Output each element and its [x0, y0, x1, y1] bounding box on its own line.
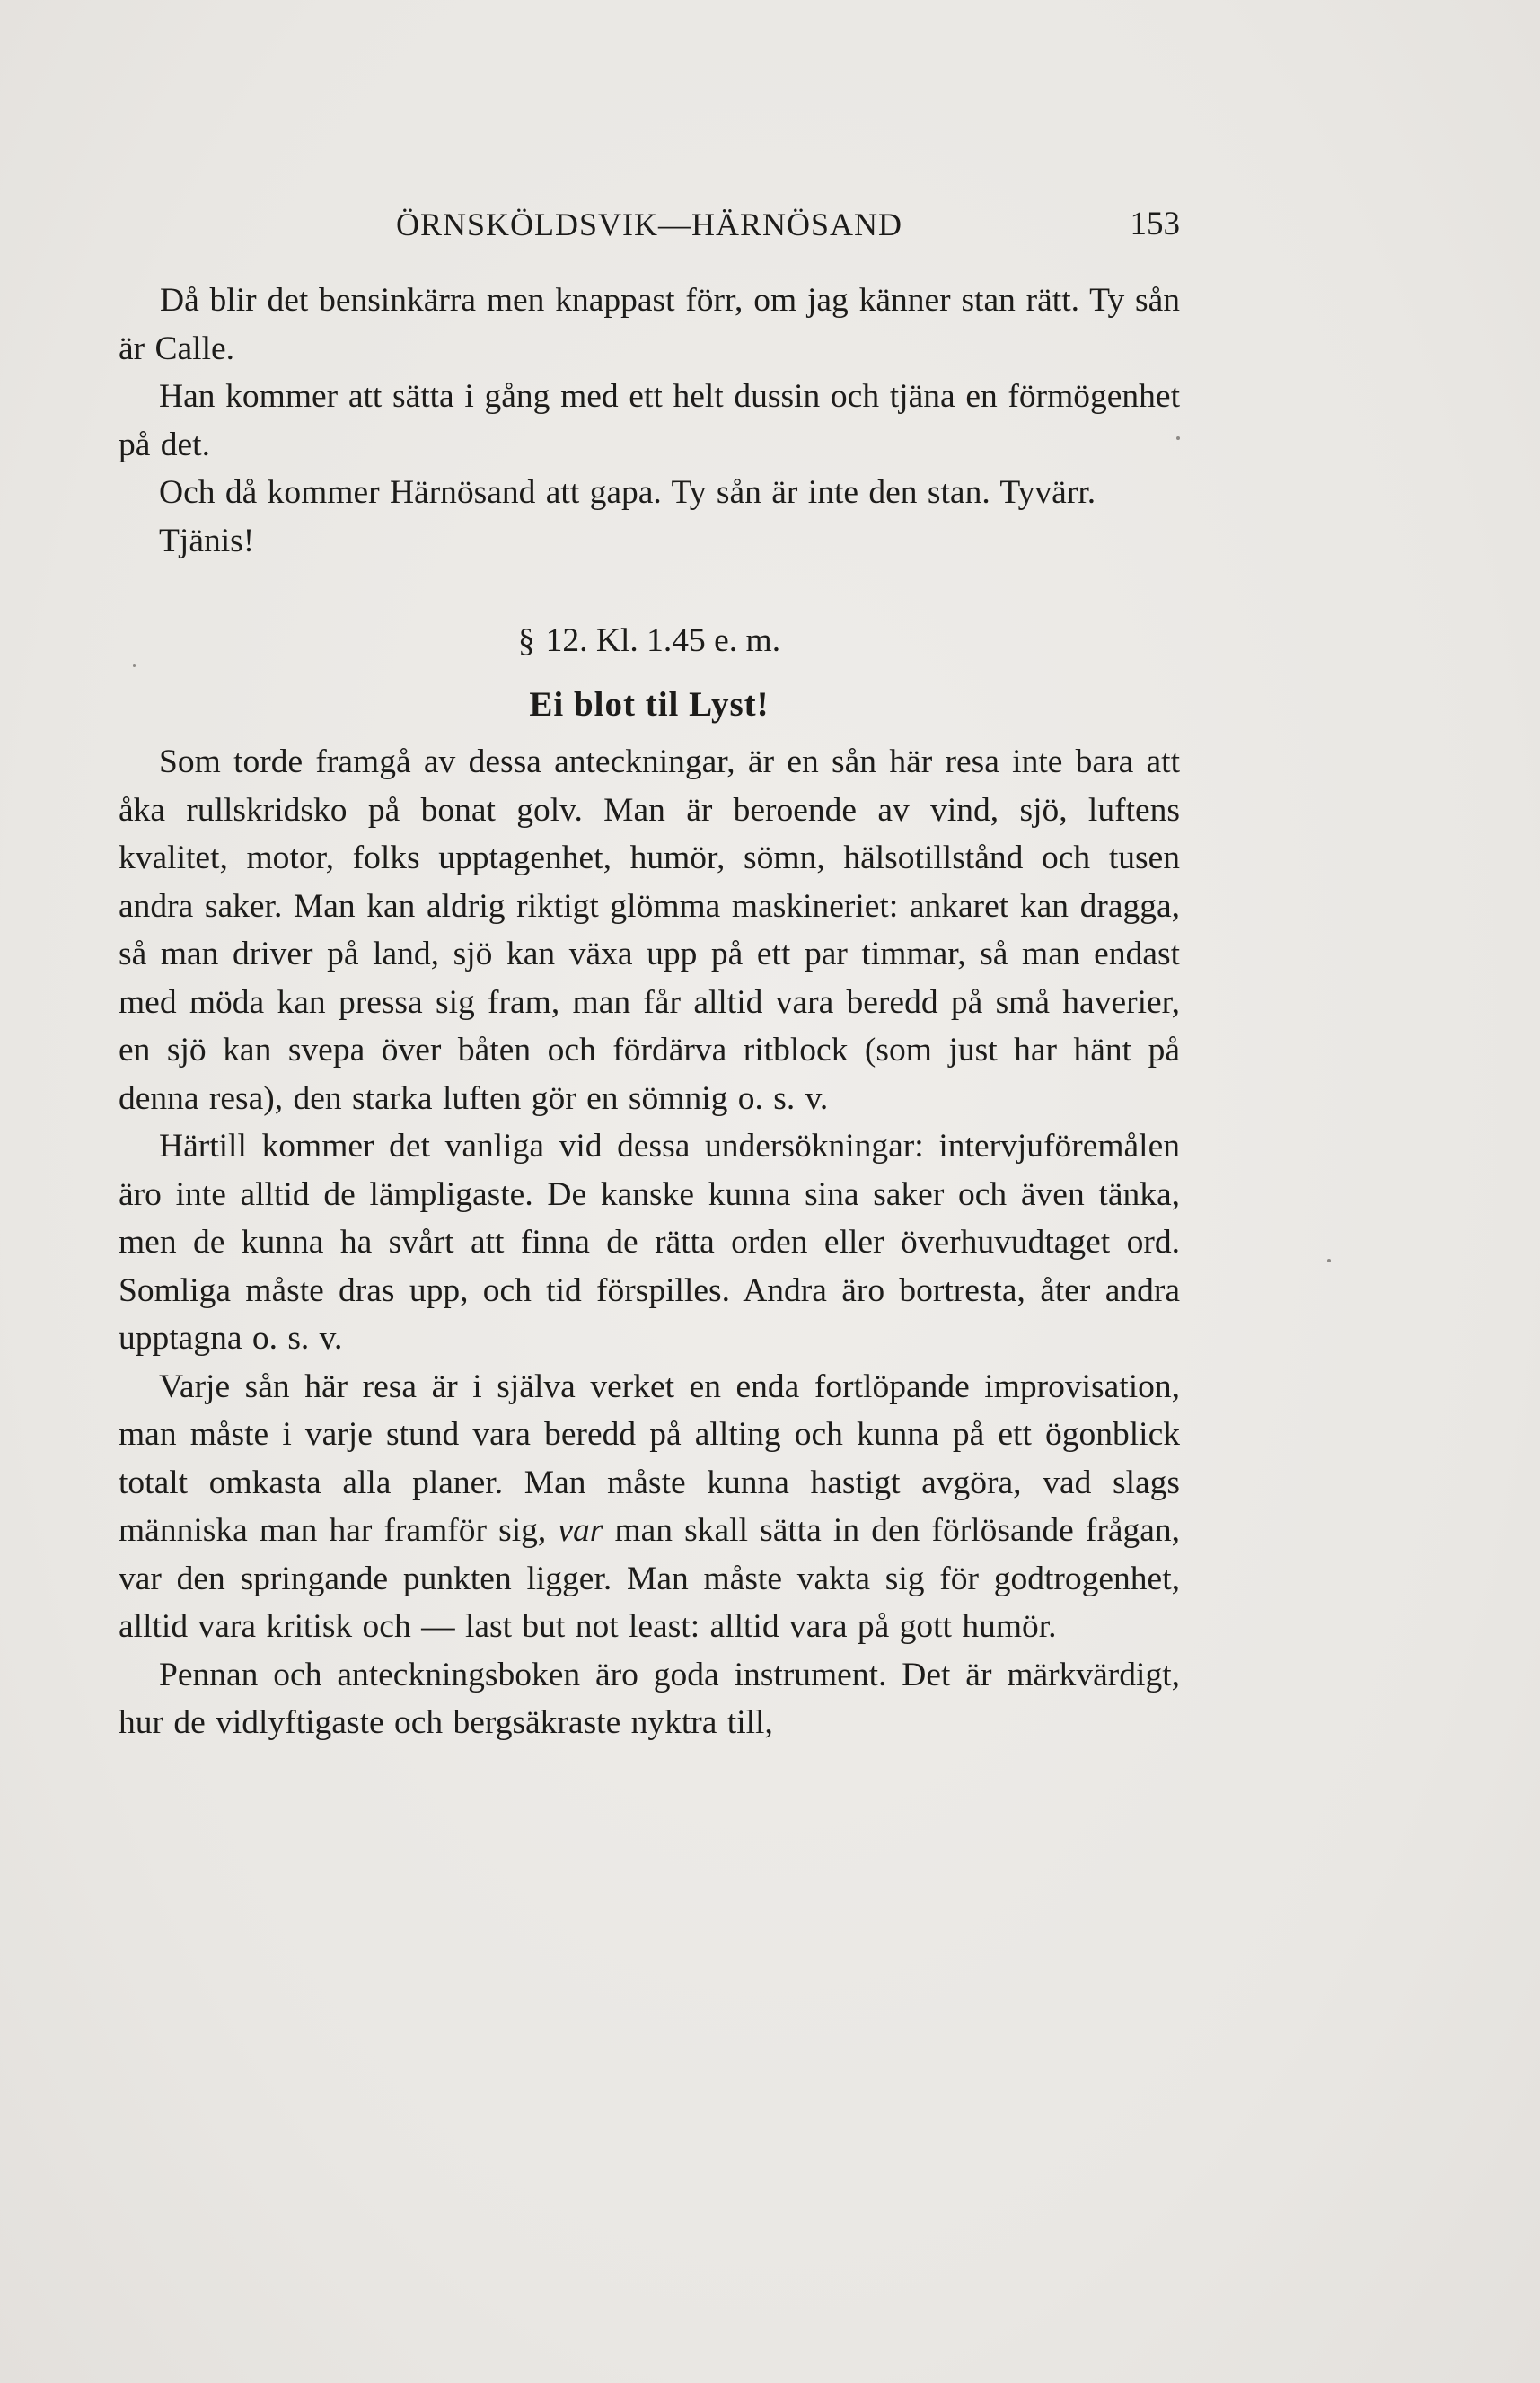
paragraph — [119, 1363, 1180, 1651]
paper-speck — [1176, 436, 1180, 440]
paper-speck — [1327, 1259, 1331, 1262]
paragraph: Då blir det bensinkärra men knappast förr, om jag känner stan rätt. Ty sån är Calle. — [119, 282, 1180, 367]
section-heading-text: 12. Kl. 1.45 e. m. — [545, 622, 781, 659]
italic-word: var — [558, 1512, 603, 1549]
paragraph: Pennan och anteckningsboken äro goda instrument. Det är märkvärdigt, hur de vidlyftigaste och bergsäkraste nyktra till, — [119, 1656, 1180, 1741]
paragraph: Härtill kommer det vanliga vid dessa undersökningar: intervjuföremålen äro inte alltid de lämpligaste. De kanske kunna sina saker och även tänka, men de kunna ha svårt att finna de rätta orden eller överhuvudtaget ord. Somliga måste dras upp, och tid förspilles. Andra äro bortresta, åter andra upptagna o. s. v. — [119, 1128, 1180, 1357]
page-number: 153 — [1130, 206, 1180, 242]
paragraph: Han kommer att sätta i gång med ett helt dussin och tjäna en förmögenhet på det. — [119, 378, 1180, 463]
body-text — [119, 277, 1180, 1747]
paragraph: Tjänis! — [159, 522, 255, 559]
page-header — [119, 198, 1180, 251]
paragraph-text: man skall sätta in den förlösande frågan, var den springande punkten ligger. Man måste vakta sig för godtrogenhet, alltid vara kritisk och — last but not least: alltid vara på gott humör. — [119, 1512, 1180, 1645]
paragraph-text: Varje sån här resa är i själva verket en enda fortlöpande improvisation, man måste i varje stund vara beredd på allting och kunna på ett ögonblick totalt omkasta alla planer. Man måste kunna hastigt avgöra, vad slags människa man har framför sig, — [119, 1367, 1180, 1549]
section-heading — [119, 617, 1180, 664]
section-sign: § — [517, 622, 535, 659]
running-head: ÖRNSKÖLDSVIK—HÄRNÖSAND — [395, 207, 903, 242]
paragraph: Som torde framgå av dessa anteckningar, är en sån här resa inte bara att åka rullskridsko på bonat golv. Man är beroende av vind, sjö, luftens kvalitet, motor, folks upptagenhet, humör, sömn, hälsotillstånd och tusen andra saker. Man kan aldrig riktigt glömma maskineriet: ankaret kan dragga, så man driver på land, sjö kan växa upp på ett par timmar, så man endast med möda kan pressa sig fram, man får alltid vara beredd på små haverier, en sjö kan svepa över båten och fördärva ritblock (som just har hänt på denna resa), den starka luften gör en sömnig o. s. v. — [119, 743, 1180, 1117]
paragraph: Och då kommer Härnösand att gapa. Ty sån är inte den stan. Tyvärr. — [159, 474, 1096, 511]
paper-speck — [133, 664, 136, 667]
section-subtitle: Ei blot til Lyst! — [529, 685, 770, 724]
